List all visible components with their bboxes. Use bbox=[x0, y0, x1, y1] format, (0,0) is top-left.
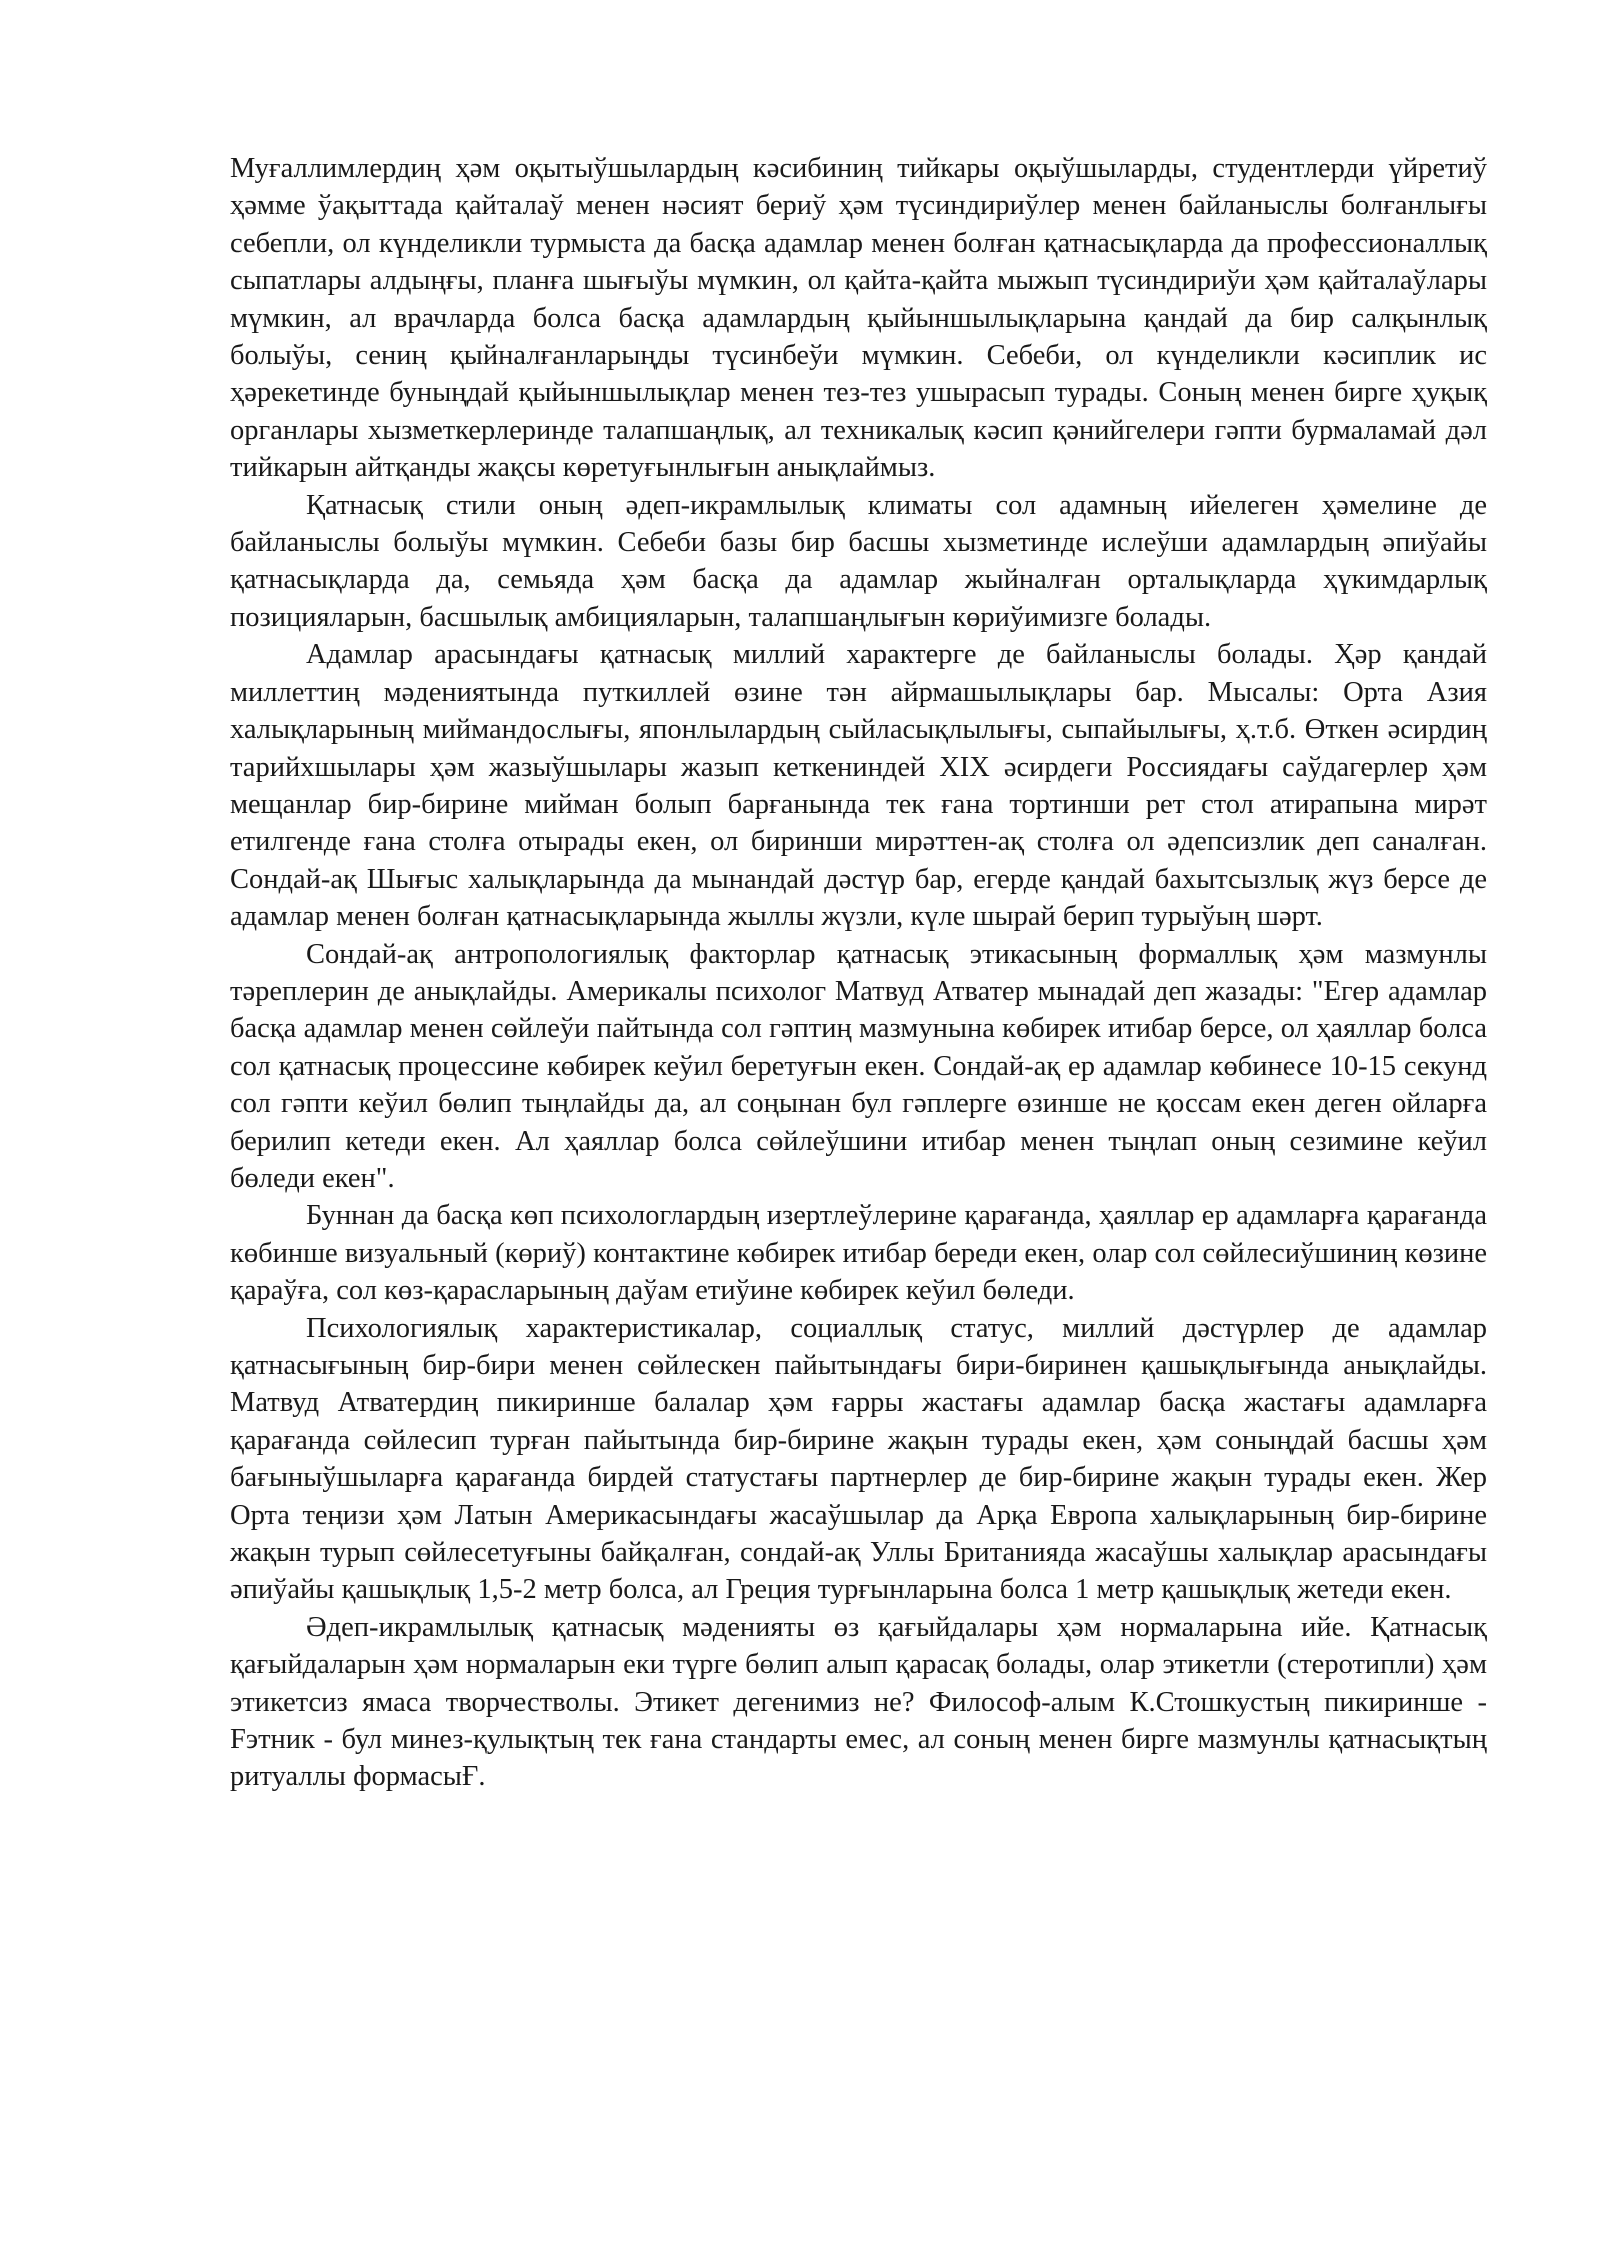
paragraph-6: Психологиялық характеристикалар, социаллық статус, миллий дәстүрлер де адамлар қатнасығының бир-бири менен сөйлескен пайытындағы бири-биринен қашықлығында анықлайды. Матвуд Атватердиң пикиринше балалар ҳәм ғарры жастағы адамлар басқа жастағы адамларға қарағанда сөйлесип турған пайытында бир-бирине жақын турады екен, ҳәм соныңдай басшы ҳәм бағыныўшыларға қарағанда бирдей статустағы партнерлер де бир-бирине жақын турады екен. Жер Орта теңизи ҳәм Латын Америкасындағы жасаўшылар да Арқа Европа халықларының бир-бирине жақын турып сөйлесетуғыны байқалған, сондай-ақ Уллы Британияда жасаўшы халықлар арасындағы әпиўайы қашықлық 1,5-2 метр болса, ал Греция турғынларына болса 1 метр қашықлық жетеди екен. bbox=[230, 1312, 1487, 1606]
paragraph-2: Қатнасық стили оның әдеп-икрамлылық климаты сол адамның ийелеген ҳәмелине де байланыслы болыўы мүмкин. Себеби базы бир басшы хызметинде ислеўши адамлардың әпиўайы қатнасықларда да, семьяда ҳәм басқа да адамлар жыйналған орталықларда ҳүкимдарлық позицияларын, басшылық амбицияларын, талапшаңлығын көриўимизге болады. bbox=[230, 489, 1487, 633]
document-page bbox=[230, 150, 1487, 1796]
paragraph-4: Сондай-ақ антропологиялық факторлар қатнасық этикасының формаллық ҳәм мазмунлы тәреплерин де анықлайды. Америкалы психолог Матвуд Атватер мынадай деп жазады: "Егер адамлар басқа адамлар менен сөйлеўи пайтында сол гәптиң мазмунына көбирек итибар берсе, ол ҳаяллар болса сол қатнасық процессине көбирек кеўил беретуғын екен. Сондай-ақ ер адамлар көбинесе 10-15 секунд сол гәпти кеўил бөлип тыңлайды да, ал соңынан бул гәплерге өзинше не қоссам екен деген ойларға берилип кетеди екен. Ал ҳаяллар болса сөйлеўшини итибар менен тыңлап оның сезимине кеўил бөледи екен". bbox=[230, 938, 1487, 1194]
paragraph-5: Буннан да басқа көп психологлардың изертлеўлерине қарағанда, ҳаяллар ер адамларға қарағанда көбинше визуальный (көриў) контактине көбирек итибар береди екен, олар сол сөйлесиўшиниң көзине қараўға, сол көз-қарасларының даўам етиўине көбирек кеўил бөледи. bbox=[230, 1200, 1487, 1307]
paragraph-3: Адамлар арасындағы қатнасық миллий характерге де байланыслы болады. Ҳәр қандай миллеттиң мәдениятында путкиллей өзине тән айрмашылықлары бар. Мысалы: Орта Азия халықларының миймандослығы, японлылардың сыйласықлылығы, сыпайылығы, ҳ.т.б. Өткен әсирдиң тарийхшылары ҳәм жазыўшылары жазып кеткениндей XIX әсирдеги Россиядағы саўдагерлер ҳәм мещанлар бир-бирине мийман болып барғанында тек ғана тортинши рет стол атирапына мирәт етилгенде ғана столға отырады екен, ол биринши мирәттен-ақ столға ол әдепсизлик деп саналған. Сондай-ақ Шығыс халықларында да мынандай дәстүр бар, егерде қандай бахытсызлық жүз берсе де адамлар менен болған қатнасықларында жыллы жүзли, күле шырай берип турыўың шәрт. bbox=[230, 639, 1487, 933]
paragraph-1: Муғаллимлердиң ҳәм оқытыўшылардың кәсибиниң тийкары оқыўшыларды, студентлерди үйретиў ҳәмме ўақыттада қайталаў менен нәсият бериў ҳәм түсиндириўлер менен байланыслы болғанлығы себепли, ол күнделикли турмыста да басқа адамлар менен болған қатнасықларда да профессионаллық сыпатлары алдыңғы, планға шығыўы мүмкин, ол қайта-қайта мыжып түсиндириўи ҳәм қайталаўлары мүмкин, ал врачларда болса басқа адамлардың қыйыншылықларына қандай да бир салқынлық болыўы, сениң қыйналғанларыңды түсинбеўи мүмкин. Себеби, ол күнделикли кәсиплик ис ҳәрекетинде буныңдай қыйыншылықлар менен тез-тез ушырасып турады. Соның менен бирге ҳуқық органлары хызметкерлеринде талапшаңлық, ал техникалық кәсип қәнийгелери гәпти бурмаламай дәл тийкарын айтқанды жақсы көретуғынлығын анықлаймыз. bbox=[230, 153, 1487, 484]
paragraph-7: Әдеп-икрамлылық қатнасық мәденияты өз қағыйдалары ҳәм нормаларына ийе. Қатнасық қағыйдаларын ҳәм нормаларын еки түрге бөлип алып қарасақ болады, олар этикетли (стеротипли) ҳәм этикетсиз ямаса творчестволы. Этикет дегенимиз не? Философ-алым К.Стошкустың пикиринше - Fэтник - бул минез-қулықтың тек ғана стандарты емес, ал соның менен бирге мазмунлы қатнасықтың ритуаллы формасыҒ. bbox=[230, 1611, 1487, 1793]
